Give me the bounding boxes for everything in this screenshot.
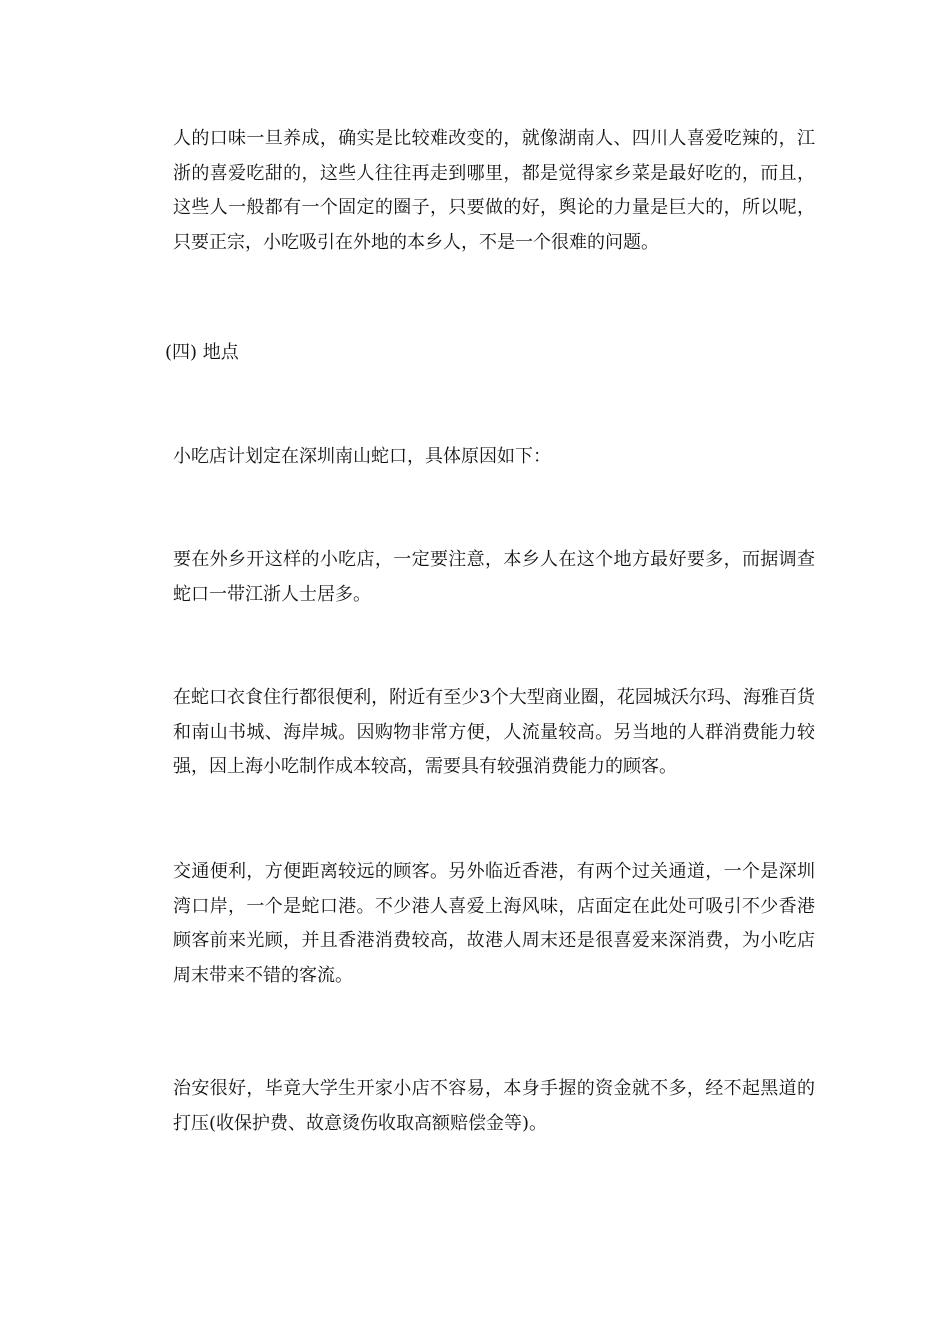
paragraph-taste-habits: 人的口味一旦养成，确实是比较难改变的，就像湖南人、四川人喜爱吃辣的，江浙的喜爱吃甜的，这些人往往再走到哪里，都是觉得家乡菜是最好吃的，而且，这些人一般都有一个固定的圈子，只要做的好，舆论的力量是巨大的，所以呢，只要正宗，小吃吸引在外地的本乡人，不是一个很难的问题。 <box>173 128 815 253</box>
paragraph-convenience: 在蛇口衣食住行都很便利，附近有至少3个大型商业圈，花园城沃尔玛、海雅百货和南山书城、海岸城。因购物非常方便，人流量较高。另当地的人群消费能力较强，因上海小吃制作成本较高，需要具有较强消费能力的顾客。 <box>173 687 815 777</box>
section-heading-location: (四) 地点 <box>165 342 239 363</box>
paragraph-location-intro: 小吃店计划定在深圳南山蛇口，具体原因如下： <box>173 446 551 467</box>
paragraph-local-population: 要在外乡开这样的小吃店，一定要注意，本乡人在这个地方最好要多，而据调查蛇口一带江浙人士居多。 <box>173 549 815 605</box>
paragraph-security: 治安很好，毕竟大学生开家小店不容易，本身手握的资金就不多，经不起黑道的打压(收保护费、故意烫伤收取高额赔偿金等)。 <box>173 1078 815 1134</box>
paragraph-transport: 交通便利，方便距离较远的顾客。另外临近香港，有两个过关通道，一个是深圳湾口岸，一个是蛇口港。不少港人喜爱上海风味，店面定在此处可吸引不少香港顾客前来光顾，并且香港消费较高，故港人周末还是很喜爱来深消费，为小吃店周末带来不错的客流。 <box>173 861 815 986</box>
